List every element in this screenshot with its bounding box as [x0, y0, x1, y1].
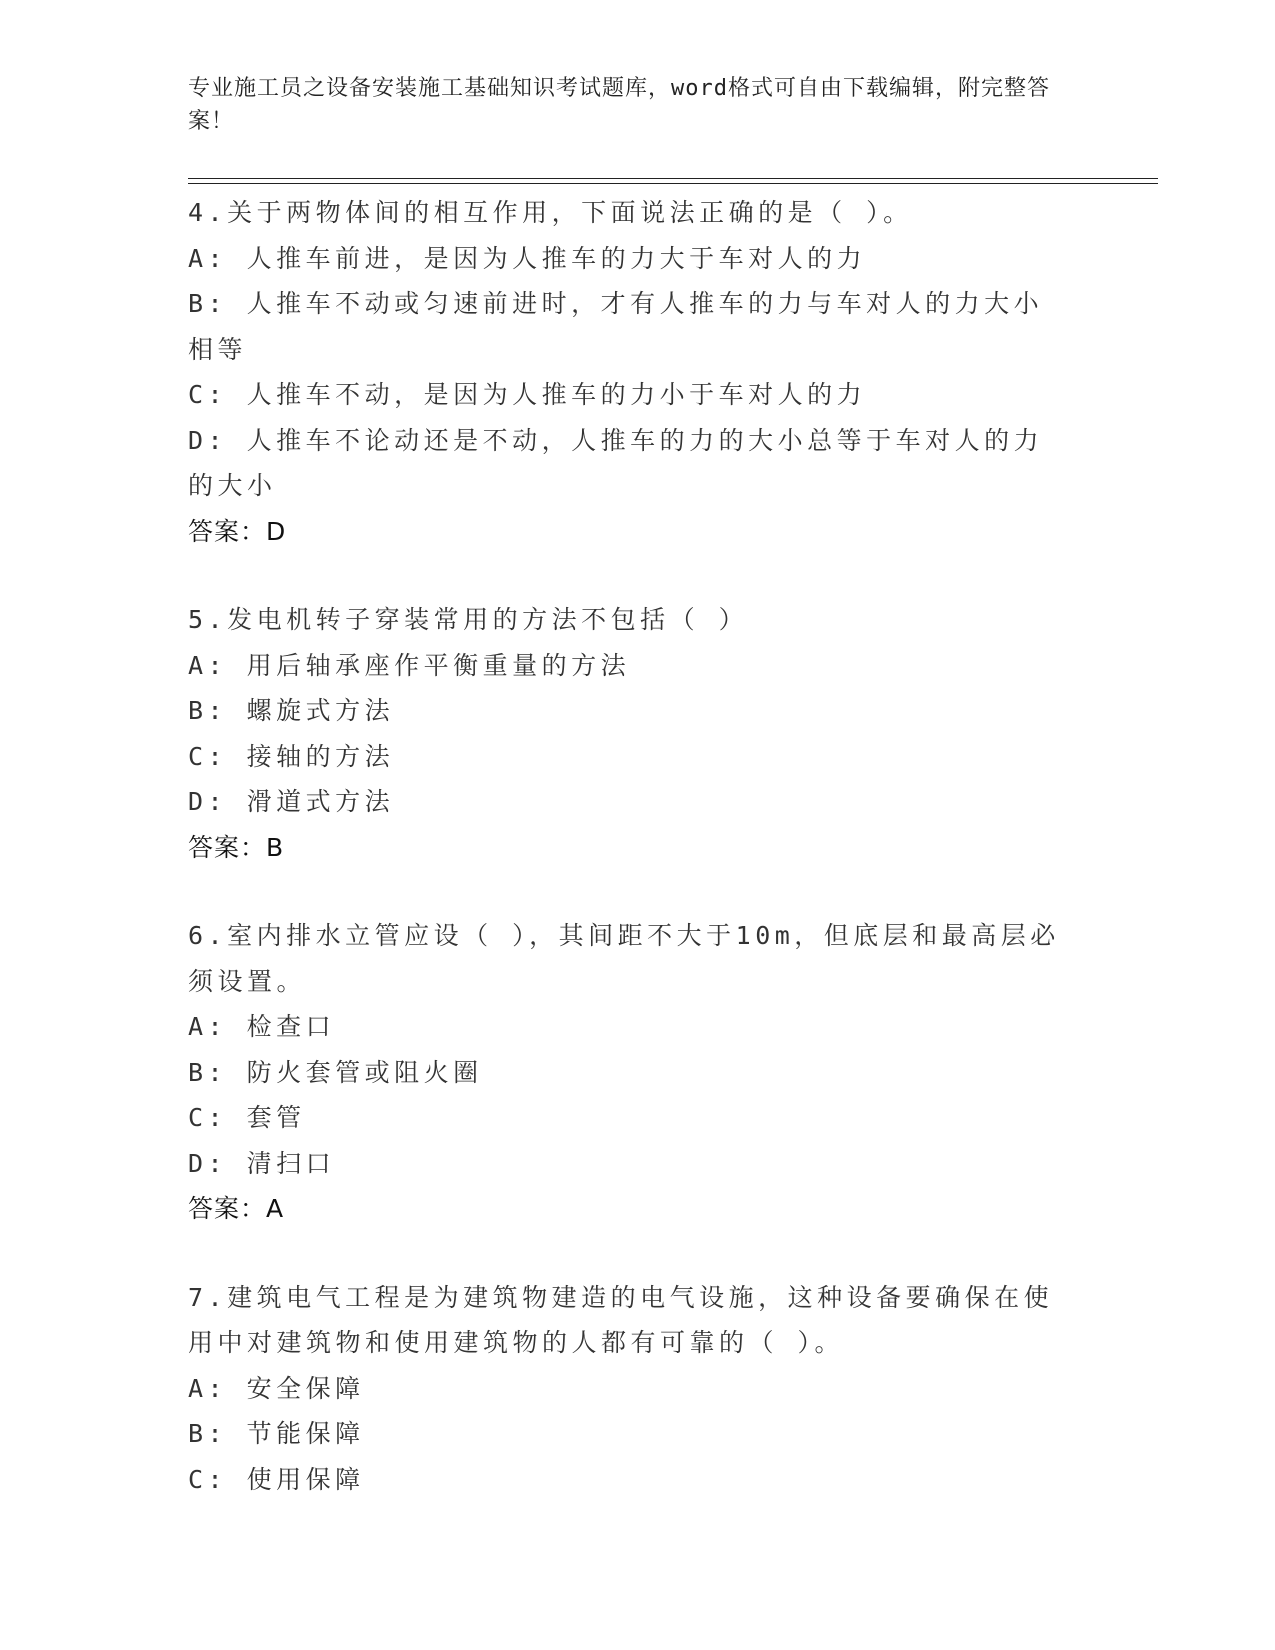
option-d: D: 人推车不论动还是不动，人推车的力的大小总等于车对人的力的大小	[188, 425, 1044, 500]
option-a: A: 人推车前进，是因为人推车的力大于车对人的力	[188, 243, 867, 273]
question-stem: 4.关于两物体间的相互作用，下面说法正确的是（ ）。	[188, 198, 913, 227]
option-c: C: 使用保障	[188, 1464, 365, 1494]
question-stem: 6.室内排水立管应设（ ），其间距不大于10m，但底层和最高层必须设置。	[188, 921, 1060, 996]
option-c: C: 人推车不动，是因为人推车的力小于车对人的力	[188, 380, 867, 409]
answer-label: 答案：A	[188, 1194, 285, 1223]
document-header: 专业施工员之设备安装施工基础知识考试题库，word格式可自由下载编辑，附完整答案！	[188, 76, 1050, 134]
question-item	[188, 1275, 1068, 1503]
question-item	[188, 913, 1068, 1232]
option-b: B: 螺旋式方法	[188, 696, 395, 725]
answer-label: 答案：B	[188, 832, 285, 862]
question-item	[188, 190, 1068, 554]
option-c: C: 套管	[188, 1103, 306, 1132]
option-b: B: 防火套管或阻火圈	[188, 1057, 483, 1087]
option-d: D: 清扫口	[188, 1148, 336, 1178]
option-d: D: 滑道式方法	[188, 787, 395, 816]
question-item	[188, 597, 1068, 870]
answer-label: 答案：D	[188, 516, 287, 546]
option-a: A: 检查口	[188, 1012, 336, 1041]
option-c: C: 接轴的方法	[188, 741, 395, 771]
header-divider-top	[188, 178, 1158, 179]
option-b: B: 节能保障	[188, 1419, 365, 1448]
option-a: A: 用后轴承座作平衡重量的方法	[188, 650, 631, 680]
option-b: B: 人推车不动或匀速前进时，才有人推车的力与车对人的力大小相等	[188, 289, 1044, 364]
question-stem: 7.建筑电气工程是为建筑物建造的电气设施，这种设备要确保在使用中对建筑物和使用建筑物的人都有可靠的（ ）。	[188, 1282, 1054, 1357]
option-a: A: 安全保障	[188, 1373, 365, 1403]
question-stem: 5.发电机转子穿装常用的方法不包括（ ）	[188, 605, 749, 634]
header-divider-bottom	[188, 183, 1158, 184]
question-list	[188, 190, 1068, 1545]
